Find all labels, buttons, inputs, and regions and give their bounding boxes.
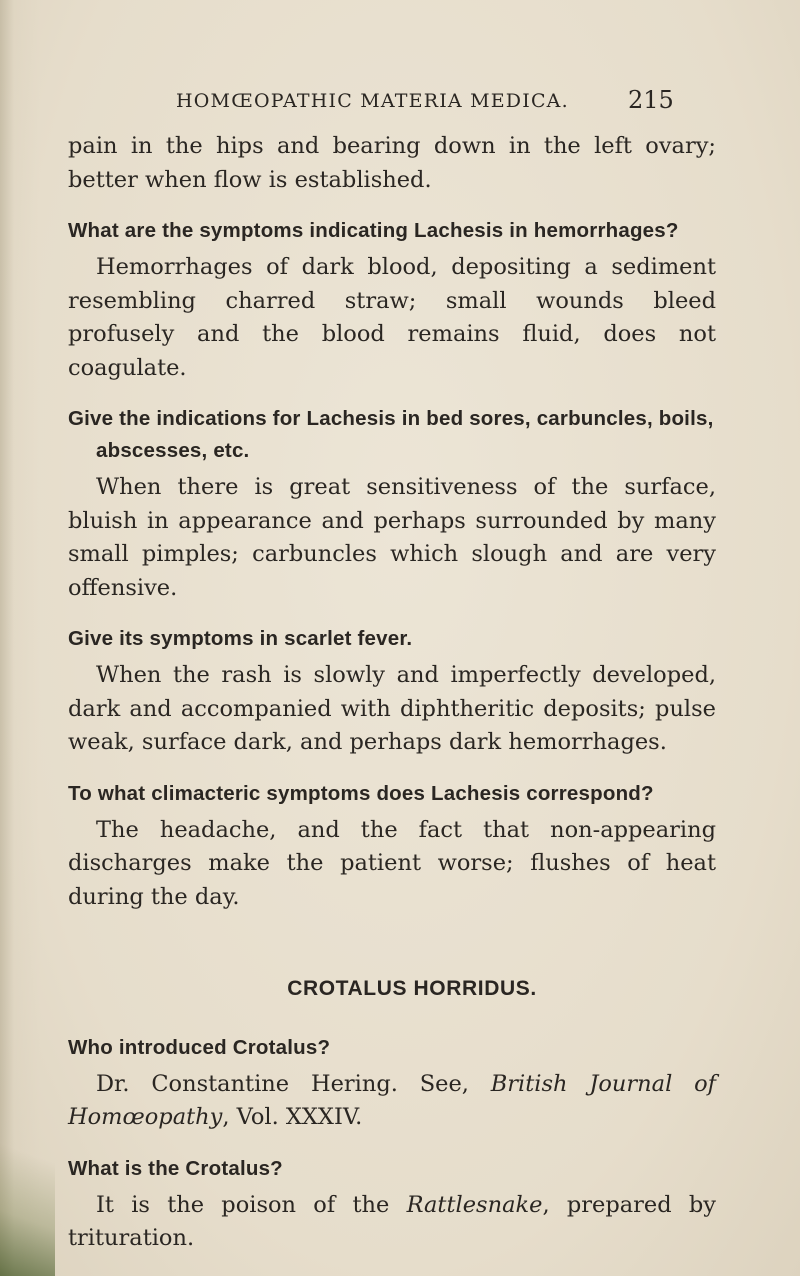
answer-introduced-text-1: Dr. Constantine Hering. See, [96,1070,491,1097]
continuation-paragraph: pain in the hips and bearing down in the left ovary; better when flow is established. [68,133,716,193]
answer-introduced [68,1068,716,1135]
answer-bed-sores: When there is great sensitiveness of the surface, bluish in appearance and perhaps surrounded by many small pimples; carbuncles which slough and are very offensive. [68,474,716,601]
answer-introduced-text-2: , Vol. XXXIV. [222,1104,363,1130]
question-scarlet-fever: Give its symptoms in scarlet fever. [68,627,413,650]
answer-hemorrhages: Hemorrhages of dark blood, depositing a sediment resembling charred straw; small wounds bleed profusely and the blood remains fluid, does not coagulate. [68,254,716,381]
question-hemorrhages: What are the symptoms indicating Lachesis in hemorrhages? [68,219,679,242]
page-text [68,130,716,1256]
page-edge-shadow [0,1106,55,1276]
page-number: 215 [628,86,674,114]
running-head [0,86,800,120]
answer-climacteric: The headache, and the fact that non-appearing discharges make the patient worse; flushes of heat during the day. [68,816,716,910]
running-title: HOMŒOPATHIC MATERIA MEDICA. [176,90,569,112]
section-heading: CROTALUS HORRIDUS. [287,977,537,1000]
question-what-is: What is the Crotalus? [68,1156,283,1180]
answer-what-is-text-1: It is the poison of the [96,1191,407,1218]
rattlesnake-term: Rattlesnake [406,1191,543,1218]
answer-what-is-text-2: , prepared by trituration. [68,1191,716,1251]
answer-what-is [68,1189,716,1256]
question-bed-sores: Give the indications for Lachesis in bed sores, carbuncles, boils, abscesses, etc. [68,407,714,462]
question-climacteric: To what climacteric symptoms does Lachesis correspond? [68,781,654,805]
question-introduced: Who introduced Crotalus? [68,1035,331,1059]
journal-title: British Journal of Homœopathy [68,1070,716,1130]
answer-scarlet-fever: When the rash is slowly and imperfectly developed, dark and accompanied with diphtheritic deposits; pulse weak, surface dark, and perhaps dark hemorrhages. [68,662,716,755]
